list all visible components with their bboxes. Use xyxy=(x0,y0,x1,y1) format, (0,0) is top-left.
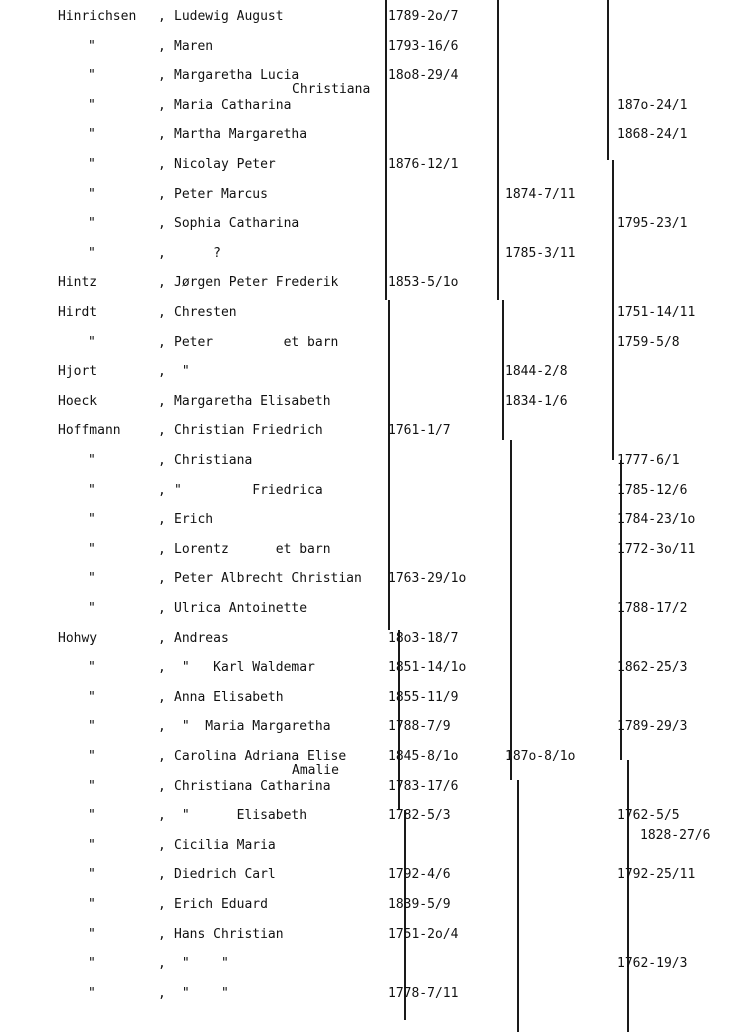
comma-mark: , xyxy=(158,394,166,409)
given-names-cell: ? xyxy=(174,246,221,261)
comma-mark: , xyxy=(158,364,166,379)
date-column-1: 1788-7/9 xyxy=(388,719,451,734)
comma-mark: , xyxy=(158,601,166,616)
date-column-1: 1845-8/1o xyxy=(388,749,459,764)
date-column-1: 1851-14/1o xyxy=(388,660,467,675)
date-column-1: 18o8-29/4 xyxy=(388,68,459,83)
comma-mark: , xyxy=(158,808,166,823)
date-column-2: 1785-3/11 xyxy=(505,246,576,261)
surname-cell: " xyxy=(88,216,96,231)
comma-mark: , xyxy=(158,719,166,734)
date-column-1: 1761-1/7 xyxy=(388,423,451,438)
date-column-2: 187o-8/1o xyxy=(505,749,576,764)
comma-mark: , xyxy=(158,897,166,912)
date-column-3: 1788-17/2 xyxy=(617,601,688,616)
register-entry xyxy=(0,987,750,1021)
given-names-cell: Erich Eduard xyxy=(174,897,268,912)
comma-mark: , xyxy=(158,305,166,320)
date-column-1: 1839-5/9 xyxy=(388,897,451,912)
comma-mark: , xyxy=(158,571,166,586)
date-column-1: 1855-11/9 xyxy=(388,690,459,705)
comma-mark: , xyxy=(158,246,166,261)
date-column-1: 1853-5/1o xyxy=(388,275,459,290)
comma-mark: , xyxy=(158,453,166,468)
surname-cell: " xyxy=(88,571,96,586)
surname-cell: " xyxy=(88,660,96,675)
date-column-3: 1785-12/6 xyxy=(617,483,688,498)
comma-mark: , xyxy=(158,986,166,1001)
date-column-3: 1862-25/3 xyxy=(617,660,688,675)
comma-mark: , xyxy=(158,39,166,54)
given-names-cell: Lorentz et barn xyxy=(174,542,331,557)
date-column-1: 1751-2o/4 xyxy=(388,927,459,942)
register-entry xyxy=(0,217,750,251)
register-entry xyxy=(0,602,750,636)
surname-cell: " xyxy=(88,927,96,942)
date-column-2: 1874-7/11 xyxy=(505,187,576,202)
surname-cell: " xyxy=(88,335,96,350)
surname-cell: " xyxy=(88,39,96,54)
date-column-3: 1762-5/5 xyxy=(617,808,680,823)
date-column-2: 1834-1/6 xyxy=(505,394,568,409)
comma-mark: , xyxy=(158,512,166,527)
register-entry xyxy=(0,720,750,754)
comma-mark: , xyxy=(158,275,166,290)
comma-mark: , xyxy=(158,542,166,557)
surname-cell: " xyxy=(88,68,96,83)
given-names-cell: Jørgen Peter Frederik xyxy=(174,275,339,290)
comma-mark: , xyxy=(158,779,166,794)
surname-cell: " xyxy=(88,453,96,468)
date-column-1: 1778-7/11 xyxy=(388,986,459,1001)
date-column-3: 1751-14/11 xyxy=(617,305,696,320)
comma-mark: , xyxy=(158,483,166,498)
given-names-cell: " " xyxy=(174,986,229,1001)
register-entry xyxy=(0,158,750,192)
given-names-cell: Hans Christian xyxy=(174,927,284,942)
surname-cell: " xyxy=(88,808,96,823)
date-column-3: 1762-19/3 xyxy=(617,956,688,971)
date-column-1: 1783-17/6 xyxy=(388,779,459,794)
given-names-cell: Peter et barn xyxy=(174,335,339,350)
date-column-3: 1792-25/11 xyxy=(617,867,696,882)
comma-mark: , xyxy=(158,690,166,705)
given-names-cell: Margaretha Elisabeth xyxy=(174,394,331,409)
date-column-3: 1777-6/1 xyxy=(617,453,680,468)
surname-cell: Hirdt xyxy=(58,305,98,320)
surname-cell: " xyxy=(88,483,96,498)
surname-cell: " xyxy=(88,690,96,705)
surname-cell: " xyxy=(88,98,96,113)
given-names-cell: Christian Friedrich xyxy=(174,423,323,438)
date-column-1: 18o3-18/7 xyxy=(388,631,459,646)
comma-mark: , xyxy=(158,9,166,24)
register-entry xyxy=(0,128,750,162)
given-names-cell: Margaretha Lucia xyxy=(174,68,300,83)
given-names-cell: Diedrich Carl xyxy=(174,867,276,882)
given-names-cell: Christiana Catharina xyxy=(174,779,331,794)
register-entry xyxy=(0,10,750,44)
comma-mark: , xyxy=(158,749,166,764)
date-column-3: 187o-24/1 xyxy=(617,98,688,113)
date-column-1: 1763-29/1o xyxy=(388,571,467,586)
given-names-cell: Ludewig August xyxy=(174,9,284,24)
comma-mark: , xyxy=(158,98,166,113)
surname-cell: Hjort xyxy=(58,364,98,379)
comma-mark: , xyxy=(158,68,166,83)
surname-cell: " xyxy=(88,719,96,734)
register-entry xyxy=(0,957,750,991)
comma-mark: , xyxy=(158,187,166,202)
given-names-cell: Chresten xyxy=(174,305,237,320)
given-names-cell: Maren xyxy=(174,39,214,54)
given-names-cell: Christiana xyxy=(174,453,253,468)
given-names-cell: Sophia Catharina xyxy=(174,216,300,231)
surname-cell: " xyxy=(88,187,96,202)
surname-cell: " xyxy=(88,838,96,853)
register-entry xyxy=(0,661,750,695)
given-names-cell: Cicilia Maria xyxy=(174,838,276,853)
date-column-1: 1876-12/1 xyxy=(388,157,459,172)
surname-cell: " xyxy=(88,157,96,172)
given-names-cell: Ulrica Antoinette xyxy=(174,601,308,616)
comma-mark: , xyxy=(158,631,166,646)
comma-mark: , xyxy=(158,867,166,882)
date-column-1: 1782-5/3 xyxy=(388,808,451,823)
given-names-continuation: Christiana xyxy=(292,82,371,97)
register-entry xyxy=(0,750,750,784)
surname-cell: " xyxy=(88,986,96,1001)
date-column-1: 1793-16/6 xyxy=(388,39,459,54)
given-names-cell: " Maria Margaretha xyxy=(174,719,331,734)
comma-mark: , xyxy=(158,335,166,350)
date-column-3: 1789-29/3 xyxy=(617,719,688,734)
date-column-3: 1772-3o/11 xyxy=(617,542,696,557)
given-names-cell: Carolina Adriana Elise xyxy=(174,749,347,764)
surname-cell: Hoffmann xyxy=(58,423,121,438)
surname-cell: " xyxy=(88,779,96,794)
date-column-1: 1792-4/6 xyxy=(388,867,451,882)
surname-cell: " xyxy=(88,127,96,142)
given-names-cell: Martha Margaretha xyxy=(174,127,308,142)
date-column-3: 1784-23/1o xyxy=(617,512,696,527)
surname-cell: " xyxy=(88,956,96,971)
surname-cell: " xyxy=(88,897,96,912)
surname-cell: Hohwy xyxy=(58,631,98,646)
comma-mark: , xyxy=(158,956,166,971)
given-names-cell: Andreas xyxy=(174,631,229,646)
register-entry xyxy=(0,809,750,843)
given-names-cell: " " xyxy=(174,956,229,971)
surname-cell: " xyxy=(88,867,96,882)
given-names-cell: " Elisabeth xyxy=(174,808,308,823)
date-column-3: 1868-24/1 xyxy=(617,127,688,142)
surname-cell: " xyxy=(88,246,96,261)
given-names-cell: Erich xyxy=(174,512,214,527)
given-names-cell: " xyxy=(174,364,190,379)
comma-mark: , xyxy=(158,423,166,438)
surname-cell: " xyxy=(88,542,96,557)
comma-mark: , xyxy=(158,838,166,853)
date-column-3: 1759-5/8 xyxy=(617,335,680,350)
surname-cell: Hoeck xyxy=(58,394,98,409)
surname-cell: " xyxy=(88,601,96,616)
date-column-2: 1844-2/8 xyxy=(505,364,568,379)
comma-mark: , xyxy=(158,127,166,142)
comma-mark: , xyxy=(158,927,166,942)
register-entry xyxy=(0,898,750,932)
date-column-3: 1795-23/1 xyxy=(617,216,688,231)
register-entry xyxy=(0,868,750,902)
comma-mark: , xyxy=(158,660,166,675)
given-names-cell: Peter Marcus xyxy=(174,187,268,202)
comma-mark: , xyxy=(158,157,166,172)
given-names-cell: Nicolay Peter xyxy=(174,157,276,172)
date-column-1: 1789-2o/7 xyxy=(388,9,459,24)
given-names-continuation: Amalie xyxy=(292,763,339,778)
given-names-cell: " Friedrica xyxy=(174,483,323,498)
date-column-3-second: 1828-27/6 xyxy=(640,828,711,843)
register-entry xyxy=(0,365,750,399)
surname-cell: Hintz xyxy=(58,275,98,290)
given-names-cell: Maria Catharina xyxy=(174,98,292,113)
surname-cell: " xyxy=(88,512,96,527)
given-names-cell: Anna Elisabeth xyxy=(174,690,284,705)
given-names-cell: Peter Albrecht Christian xyxy=(174,571,362,586)
comma-mark: , xyxy=(158,216,166,231)
surname-cell: " xyxy=(88,749,96,764)
given-names-cell: " Karl Waldemar xyxy=(174,660,315,675)
surname-cell: Hinrichsen xyxy=(58,9,137,24)
